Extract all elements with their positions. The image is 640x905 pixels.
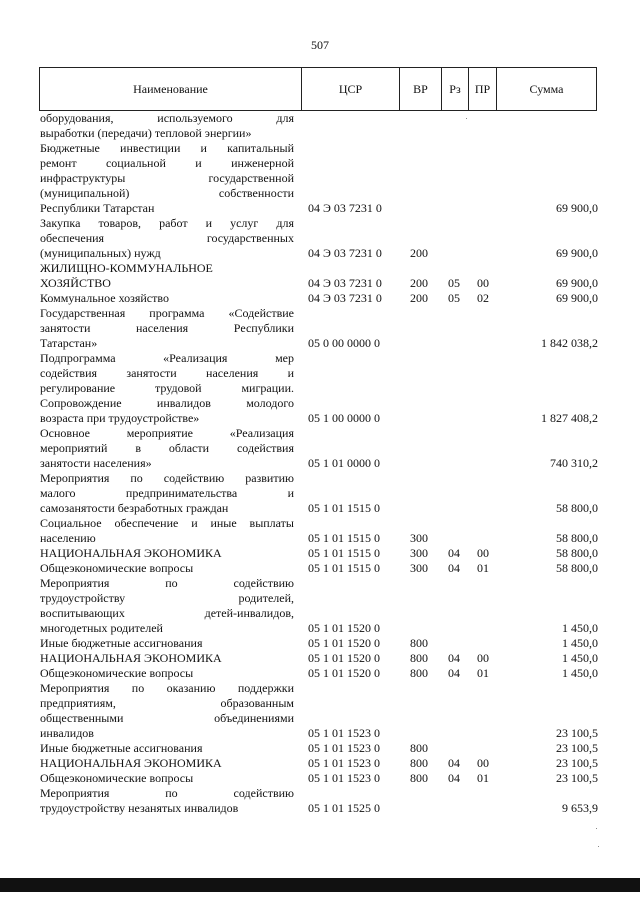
row-sum: 23 100,5	[556, 756, 598, 770]
table-row	[40, 261, 600, 291]
row-pr: 00	[477, 546, 489, 560]
row-name-line: Социальное обеспечение и иные выплаты	[40, 516, 294, 530]
row-name-line: трудоустройству родителей,	[40, 591, 294, 605]
row-vr: 200	[410, 246, 428, 260]
row-csr: 05 1 01 1515 0	[308, 546, 380, 560]
table-row	[40, 426, 600, 471]
row-name-line: предприятиям, образованным	[40, 696, 294, 710]
row-csr: 05 1 01 1515 0	[308, 531, 380, 545]
row-name-line: Общеэкономические вопросы	[40, 561, 194, 575]
row-pr: 01	[477, 771, 489, 785]
row-pr: 01	[477, 561, 489, 575]
row-name-line: Бюджетные инвестиции и капитальный	[40, 141, 294, 155]
page-number: 507	[311, 38, 329, 52]
row-sum: 740 310,2	[550, 456, 598, 470]
table-row	[40, 111, 600, 141]
row-csr: 05 1 01 1520 0	[308, 666, 380, 680]
row-csr: 05 1 01 1523 0	[308, 741, 380, 755]
row-name-line: Закупка товаров, работ и услуг для	[40, 216, 294, 230]
table-row	[40, 681, 600, 741]
row-name-line: Татарстан»	[40, 336, 98, 350]
row-name	[40, 636, 294, 651]
row-name-line: Иные бюджетные ассигнования	[40, 741, 203, 755]
row-vr: 800	[410, 636, 428, 650]
table-row	[40, 216, 600, 261]
row-name	[40, 306, 294, 351]
table-body	[40, 111, 600, 816]
row-name	[40, 561, 294, 576]
row-rz: 04	[448, 756, 460, 770]
row-sum: 23 100,5	[556, 741, 598, 755]
row-pr: 00	[477, 651, 489, 665]
header-name: Наименование	[40, 68, 302, 110]
row-name-line: малого предпринимательства и	[40, 486, 294, 500]
row-sum: 1 450,0	[562, 636, 598, 650]
row-name-line: инфраструктуры государственной	[40, 171, 294, 185]
row-name	[40, 756, 294, 771]
row-name-line: мероприятий в области содействия	[40, 441, 294, 455]
row-pr: 00	[477, 756, 489, 770]
row-name	[40, 141, 294, 216]
row-sum: 69 900,0	[556, 276, 598, 290]
row-name-line: НАЦИОНАЛЬНАЯ ЭКОНОМИКА	[40, 756, 222, 770]
row-name-line: НАЦИОНАЛЬНАЯ ЭКОНОМИКА	[40, 651, 222, 665]
row-name-line: занятости населения»	[40, 456, 152, 470]
row-sum: 69 900,0	[556, 201, 598, 215]
row-name-line: Государственная программа «Содействие	[40, 306, 294, 320]
table-header	[39, 67, 597, 111]
row-rz: 05	[448, 276, 460, 290]
row-name-line: Мероприятия по оказанию поддержки	[40, 681, 294, 695]
row-vr: 800	[410, 666, 428, 680]
row-name	[40, 216, 294, 261]
row-sum: 58 800,0	[556, 546, 598, 560]
row-sum: 69 900,0	[556, 246, 598, 260]
row-sum: 1 450,0	[562, 666, 598, 680]
row-name-line: оборудования, используемого для	[40, 111, 294, 125]
row-csr: 05 1 00 0000 0	[308, 411, 380, 425]
row-csr: 04 Э 03 7231 0	[308, 201, 382, 215]
row-csr: 05 1 01 1523 0	[308, 756, 380, 770]
header-sum: Сумма	[529, 82, 564, 96]
row-csr: 04 Э 03 7231 0	[308, 291, 382, 305]
row-name-line: (муниципальных) нужд	[40, 246, 161, 260]
row-name-line: ремонт социальной и инженерной	[40, 156, 294, 170]
row-name	[40, 351, 294, 426]
table-row	[40, 666, 600, 681]
row-csr: 05 1 01 1520 0	[308, 651, 380, 665]
row-rz: 04	[448, 561, 460, 575]
table-row	[40, 756, 600, 771]
row-vr: 800	[410, 756, 428, 770]
row-pr: 01	[477, 666, 489, 680]
table-row	[40, 291, 600, 306]
row-csr: 05 1 01 0000 0	[308, 456, 380, 470]
row-name-line: занятости населения Республики	[40, 321, 294, 335]
row-name	[40, 576, 294, 636]
row-name-line: обеспечения государственных	[40, 231, 294, 245]
row-name-line: Основное мероприятие «Реализация	[40, 426, 294, 440]
row-name-line: Мероприятия по содействию развитию	[40, 471, 294, 485]
row-name-line: населению	[40, 531, 96, 545]
row-name	[40, 741, 294, 756]
row-rz: 05	[448, 291, 460, 305]
row-vr: 300	[410, 561, 428, 575]
row-name	[40, 426, 294, 471]
row-sum: 1 450,0	[562, 621, 598, 635]
row-name-line: НАЦИОНАЛЬНАЯ ЭКОНОМИКА	[40, 546, 222, 560]
row-rz: 04	[448, 771, 460, 785]
row-name-line: Подпрограмма «Реализация мер	[40, 351, 294, 365]
row-name-line: Коммунальное хозяйство	[40, 291, 169, 305]
row-name-line: самозанятости безработных граждан	[40, 501, 229, 515]
header-csr: ЦСР	[302, 68, 400, 110]
row-name	[40, 771, 294, 786]
row-name-line: многодетных родителей	[40, 621, 163, 635]
row-name-line: возраста при трудоустройстве»	[40, 411, 200, 425]
table-row	[40, 651, 600, 666]
row-csr: 05 1 01 1520 0	[308, 636, 380, 650]
row-sum: 23 100,5	[556, 771, 598, 785]
row-name-line: Общеэкономические вопросы	[40, 771, 194, 785]
row-name	[40, 261, 294, 291]
row-name	[40, 516, 294, 546]
row-vr: 300	[410, 531, 428, 545]
row-sum: 1 450,0	[562, 651, 598, 665]
row-name-line: ЖИЛИЩНО-КОММУНАЛЬНОЕ	[40, 261, 213, 275]
row-name-line: Мероприятия по содействию	[40, 576, 294, 590]
row-csr: 05 1 01 1515 0	[308, 561, 380, 575]
row-name-line: содействия занятости населения и	[40, 366, 294, 380]
table-row	[40, 351, 600, 426]
table-row	[40, 576, 600, 636]
row-vr: 200	[410, 276, 428, 290]
row-sum: 1 827 408,2	[541, 411, 598, 425]
row-name	[40, 291, 294, 306]
header-pr: ПР	[469, 68, 497, 110]
row-name-line: выработки (передачи) тепловой энергии»	[40, 126, 252, 140]
table-row	[40, 786, 600, 816]
row-name	[40, 471, 294, 516]
row-name-line: инвалидов	[40, 726, 94, 740]
row-csr: 05 0 00 0000 0	[308, 336, 380, 350]
row-sum: 58 800,0	[556, 561, 598, 575]
row-sum: 69 900,0	[556, 291, 598, 305]
row-sum: 58 800,0	[556, 501, 598, 515]
row-pr: 00	[477, 276, 489, 290]
row-name	[40, 111, 294, 141]
row-rz: 04	[448, 546, 460, 560]
row-csr: 04 Э 03 7231 0	[308, 246, 382, 260]
row-name-line: общественными объединениями	[40, 711, 294, 725]
table-row	[40, 546, 600, 561]
row-name	[40, 546, 294, 561]
row-vr: 800	[410, 741, 428, 755]
row-vr: 300	[410, 546, 428, 560]
row-rz: 04	[448, 666, 460, 680]
row-pr: 02	[477, 291, 489, 305]
row-vr: 200	[410, 291, 428, 305]
row-name-line: (муниципальной) собственности	[40, 186, 294, 200]
row-sum: 58 800,0	[556, 531, 598, 545]
row-sum: 1 842 038,2	[541, 336, 598, 350]
row-name-line: Республики Татарстан	[40, 201, 155, 215]
row-name-line: Сопровождение инвалидов молодого	[40, 396, 294, 410]
table-row	[40, 741, 600, 756]
table-row	[40, 771, 600, 786]
row-csr: 05 1 01 1523 0	[308, 771, 380, 785]
row-name-line: Иные бюджетные ассигнования	[40, 636, 203, 650]
table-row	[40, 561, 600, 576]
header-rz: Рз	[442, 68, 469, 110]
table-row	[40, 141, 600, 216]
table-row	[40, 306, 600, 351]
header-vr: ВР	[400, 68, 442, 110]
table-row	[40, 471, 600, 516]
row-vr: 800	[410, 771, 428, 785]
row-name	[40, 786, 294, 816]
row-csr: 05 1 01 1515 0	[308, 501, 380, 515]
scan-speck	[466, 118, 467, 119]
table-row	[40, 516, 600, 546]
row-csr: 05 1 01 1525 0	[308, 801, 380, 815]
table-row	[40, 636, 600, 651]
row-sum: 23 100,5	[556, 726, 598, 740]
row-rz: 04	[448, 651, 460, 665]
row-name	[40, 666, 294, 681]
row-name-line: Мероприятия по содействию	[40, 786, 294, 800]
row-csr: 05 1 01 1520 0	[308, 621, 380, 635]
row-name-line: Общеэкономические вопросы	[40, 666, 194, 680]
row-name	[40, 681, 294, 741]
row-name-line: трудоустройству незанятых инвалидов	[40, 801, 239, 815]
row-name-line: ХОЗЯЙСТВО	[40, 276, 111, 290]
row-csr: 05 1 01 1523 0	[308, 726, 380, 740]
row-name-line: регулирование трудовой миграции.	[40, 381, 294, 395]
row-vr: 800	[410, 651, 428, 665]
row-name-line: воспитывающих детей-инвалидов,	[40, 606, 294, 620]
scan-speck	[598, 846, 599, 847]
row-name	[40, 651, 294, 666]
row-csr: 04 Э 03 7231 0	[308, 276, 382, 290]
scan-edge-bar	[0, 878, 640, 892]
scan-speck	[596, 828, 597, 829]
row-sum: 9 653,9	[562, 801, 598, 815]
